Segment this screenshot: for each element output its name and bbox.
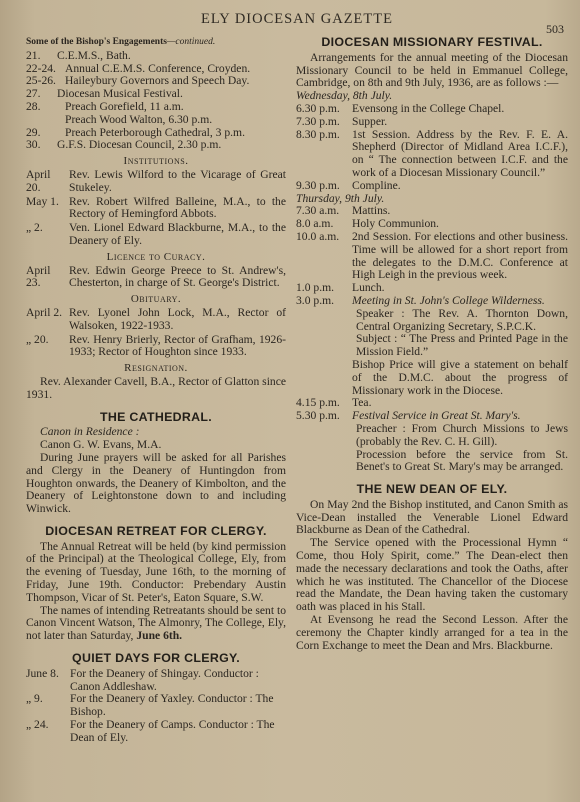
- cathedral-paragraph: During June prayers will be asked for all Parishes and Clergy in the Deanery of Huntingdon from Houghton onwards, the Deanery of Kimbolton, and the Deanery of Leightonstone down to and including Winwick.: [26, 450, 286, 516]
- obituary-entry: „ 20. Rev. Henry Brierly, Rector of Grafham, 1926-1933; Rector of Houghton since 1933.: [26, 332, 286, 359]
- resignation-text: Rev. Alexander Cavell, B.A., Rector of Glatton since 1931.: [26, 374, 286, 401]
- right-column: [296, 34, 568, 745]
- schedule-item: 6.30 p.m. Evensong in the College Chapel.: [296, 101, 505, 115]
- quiet-day-entry: June 8. For the Deanery of Shingay. Conductor : Canon Addleshaw.: [26, 666, 259, 693]
- dean-paragraph: At Evensong he read the Second Lesson. After the ceremony the Chapter kindly arranged for a tea in the Corn Exchange to meet the Dean and Mrs. Blackburne.: [296, 613, 568, 652]
- engagement-item: 30. G.F.S. Diocesan Council, 2.30 p.m.: [26, 138, 222, 152]
- engagements-list: [26, 50, 286, 152]
- engagement-item: Preach Wood Walton, 6.30 p.m.: [65, 112, 213, 126]
- bishop-note: Bishop Price will give a statement on behalf of the D.M.C. about the progress of Missionary work in the Diocese.: [352, 357, 568, 397]
- engagement-item: 25-26. Haileybury Governors and Speech Day.: [26, 74, 250, 88]
- page-header: [26, 6, 568, 34]
- gazette-title: ELY DIOCESAN GAZETTE: [201, 11, 393, 27]
- schedule-item: 5.30 p.m. Festival Service in Great St. Mary's.: [296, 409, 521, 423]
- schedule-item: 10.0 a.m. 2nd Session. For elections and other business. Time will be allowed for a short report from the delegates to the D.M.C. Conference at High Leigh in the previous week.: [296, 229, 568, 282]
- resignation-heading: Resignation.: [124, 362, 188, 375]
- schedule-item: 8.0 a.m. Holy Communion.: [296, 217, 439, 231]
- retreat-names-paragraph: The names of intending Retreatants should be sent to Canon Vincent Watson, The Almonry, The College, Ely, not later than Saturday, June 6th.: [26, 603, 286, 643]
- quiet-days-heading: QUIET DAYS FOR CLERGY.: [72, 651, 240, 666]
- festival-heading: DIOCESAN MISSIONARY FESTIVAL.: [321, 35, 543, 49]
- schedule-item: 4.15 p.m. Tea.: [296, 396, 372, 410]
- schedule-item: 7.30 a.m. Mattins.: [296, 204, 391, 218]
- engagement-item: 21. C.E.M.S., Bath.: [26, 48, 131, 62]
- canon-label: Canon in Residence :: [40, 425, 140, 439]
- engagement-item: 29. Preach Peterborough Cathedral, 3 p.m.: [26, 125, 245, 139]
- obituary-entry: April 2. Rev. Lyonel John Lock, M.A., Rector of Walsoken, 1922-1933.: [26, 305, 286, 332]
- institution-entry: „ 2. Ven. Lionel Edward Blackburne, M.A., to the Deanery of Ely.: [26, 221, 286, 247]
- schedule-item: 7.30 p.m. Supper.: [296, 114, 388, 128]
- engagement-item: 22-24. Annual C.E.M.S. Conference, Croyden.: [26, 61, 251, 75]
- new-dean-heading: THE NEW DEAN OF ELY.: [356, 482, 508, 497]
- retreat-heading: DIOCESAN RETREAT FOR CLERGY.: [45, 523, 267, 538]
- day1-label: Wednesday, 8th July.: [296, 89, 393, 103]
- page-number: 503: [546, 22, 564, 36]
- schedule-item: 9.30 p.m. Compline.: [296, 178, 401, 192]
- curacy-entry: April 23. Rev. Edwin George Preece to St. Andrew's, Chesterton, in charge of St. George's District.: [26, 263, 286, 290]
- engagements-heading: Some of the Bishop's Engagements—continued.: [26, 37, 216, 47]
- obituary-heading: Obituary.: [130, 293, 182, 306]
- subject-note: Subject : “ The Press and Printed Page in the Mission Field.”: [356, 332, 568, 359]
- institution-entry: April 20. Rev. Lewis Wilford to the Vicarage of Great Stukeley.: [26, 167, 286, 194]
- schedule-item: 1.0 p.m. Lunch.: [296, 281, 385, 295]
- speaker-note: Speaker : The Rev. A. Thornton Down, Central Organizing Secretary, S.P.C.K.: [356, 306, 568, 333]
- schedule-item: 3.0 p.m. Meeting in St. John's College Wilderness.: [296, 293, 545, 307]
- institutions-heading: Institutions.: [123, 155, 189, 168]
- canon-name: Canon G. W. Evans, M.A.: [40, 438, 162, 452]
- quiet-day-entry: „ 24. For the Deanery of Camps. Conductor : The Dean of Ely.: [26, 718, 275, 744]
- curacy-heading: Licence to Curacy.: [106, 250, 206, 263]
- festival-intro: Arrangements for the annual meeting of the Diocesan Missionary Council to be held in Emmanuel College, Cambridge, on 8th and 9th July, 1936, are as follows :—: [296, 50, 568, 90]
- left-column: [26, 34, 286, 745]
- cathedral-heading: THE CATHEDRAL.: [99, 409, 213, 424]
- institution-entry: May 1. Rev. Robert Wilfred Balleine, M.A., to the Rectory of Hemingford Abbots.: [26, 194, 286, 221]
- procession-note: Procession before the service from St. Benet's to Great St. Mary's may be arranged.: [356, 447, 568, 474]
- dean-paragraph: On May 2nd the Bishop instituted, and Canon Smith as Vice-Dean installed the Venerable Lionel Edward Blackburne as Dean of the Cathedral.: [296, 497, 568, 537]
- day2-label: Thursday, 9th July.: [296, 191, 385, 205]
- retreat-paragraph: The Annual Retreat will be held (by kind permission of the Principal) at the Theological College, Ely, from the evening of Tuesday, June 16th, to the morning of Friday, June 19th. Conductor: Prebendary Austin Thompson, Vicar of St. Peter's, Eaton Square, S.W.: [26, 539, 286, 604]
- engagement-item: 28. Preach Gorefield, 11 a.m.: [26, 99, 184, 113]
- schedule-item: 8.30 p.m. 1st Session. Address by the Rev. F. E. A. Shepherd (Director of Midland Area I.C.F.), on “ The connection between I.C.F. and the work of a Diocesan Missionary Council.”: [296, 127, 568, 179]
- engagement-item: 27. Diocesan Musical Festival.: [26, 87, 183, 101]
- retreat-deadline: June 6th.: [136, 629, 183, 643]
- dean-paragraph: The Service opened with the Processional Hymn “ Come, thou Holy Spirit, come.” The Dean-elect then made the necessary declarations and took the Oaths, after which he was instituted. The Chancellor of the Diocese read the Mandate, the Dean having taken the customary oath was placed in his Stall.: [296, 536, 568, 614]
- preacher-note: Preacher : From Church Missions to Jews (probably the Rev. C. H. Gill).: [356, 421, 568, 448]
- quiet-day-entry: „ 9. For the Deanery of Yaxley. Conductor : The Bishop.: [26, 692, 274, 719]
